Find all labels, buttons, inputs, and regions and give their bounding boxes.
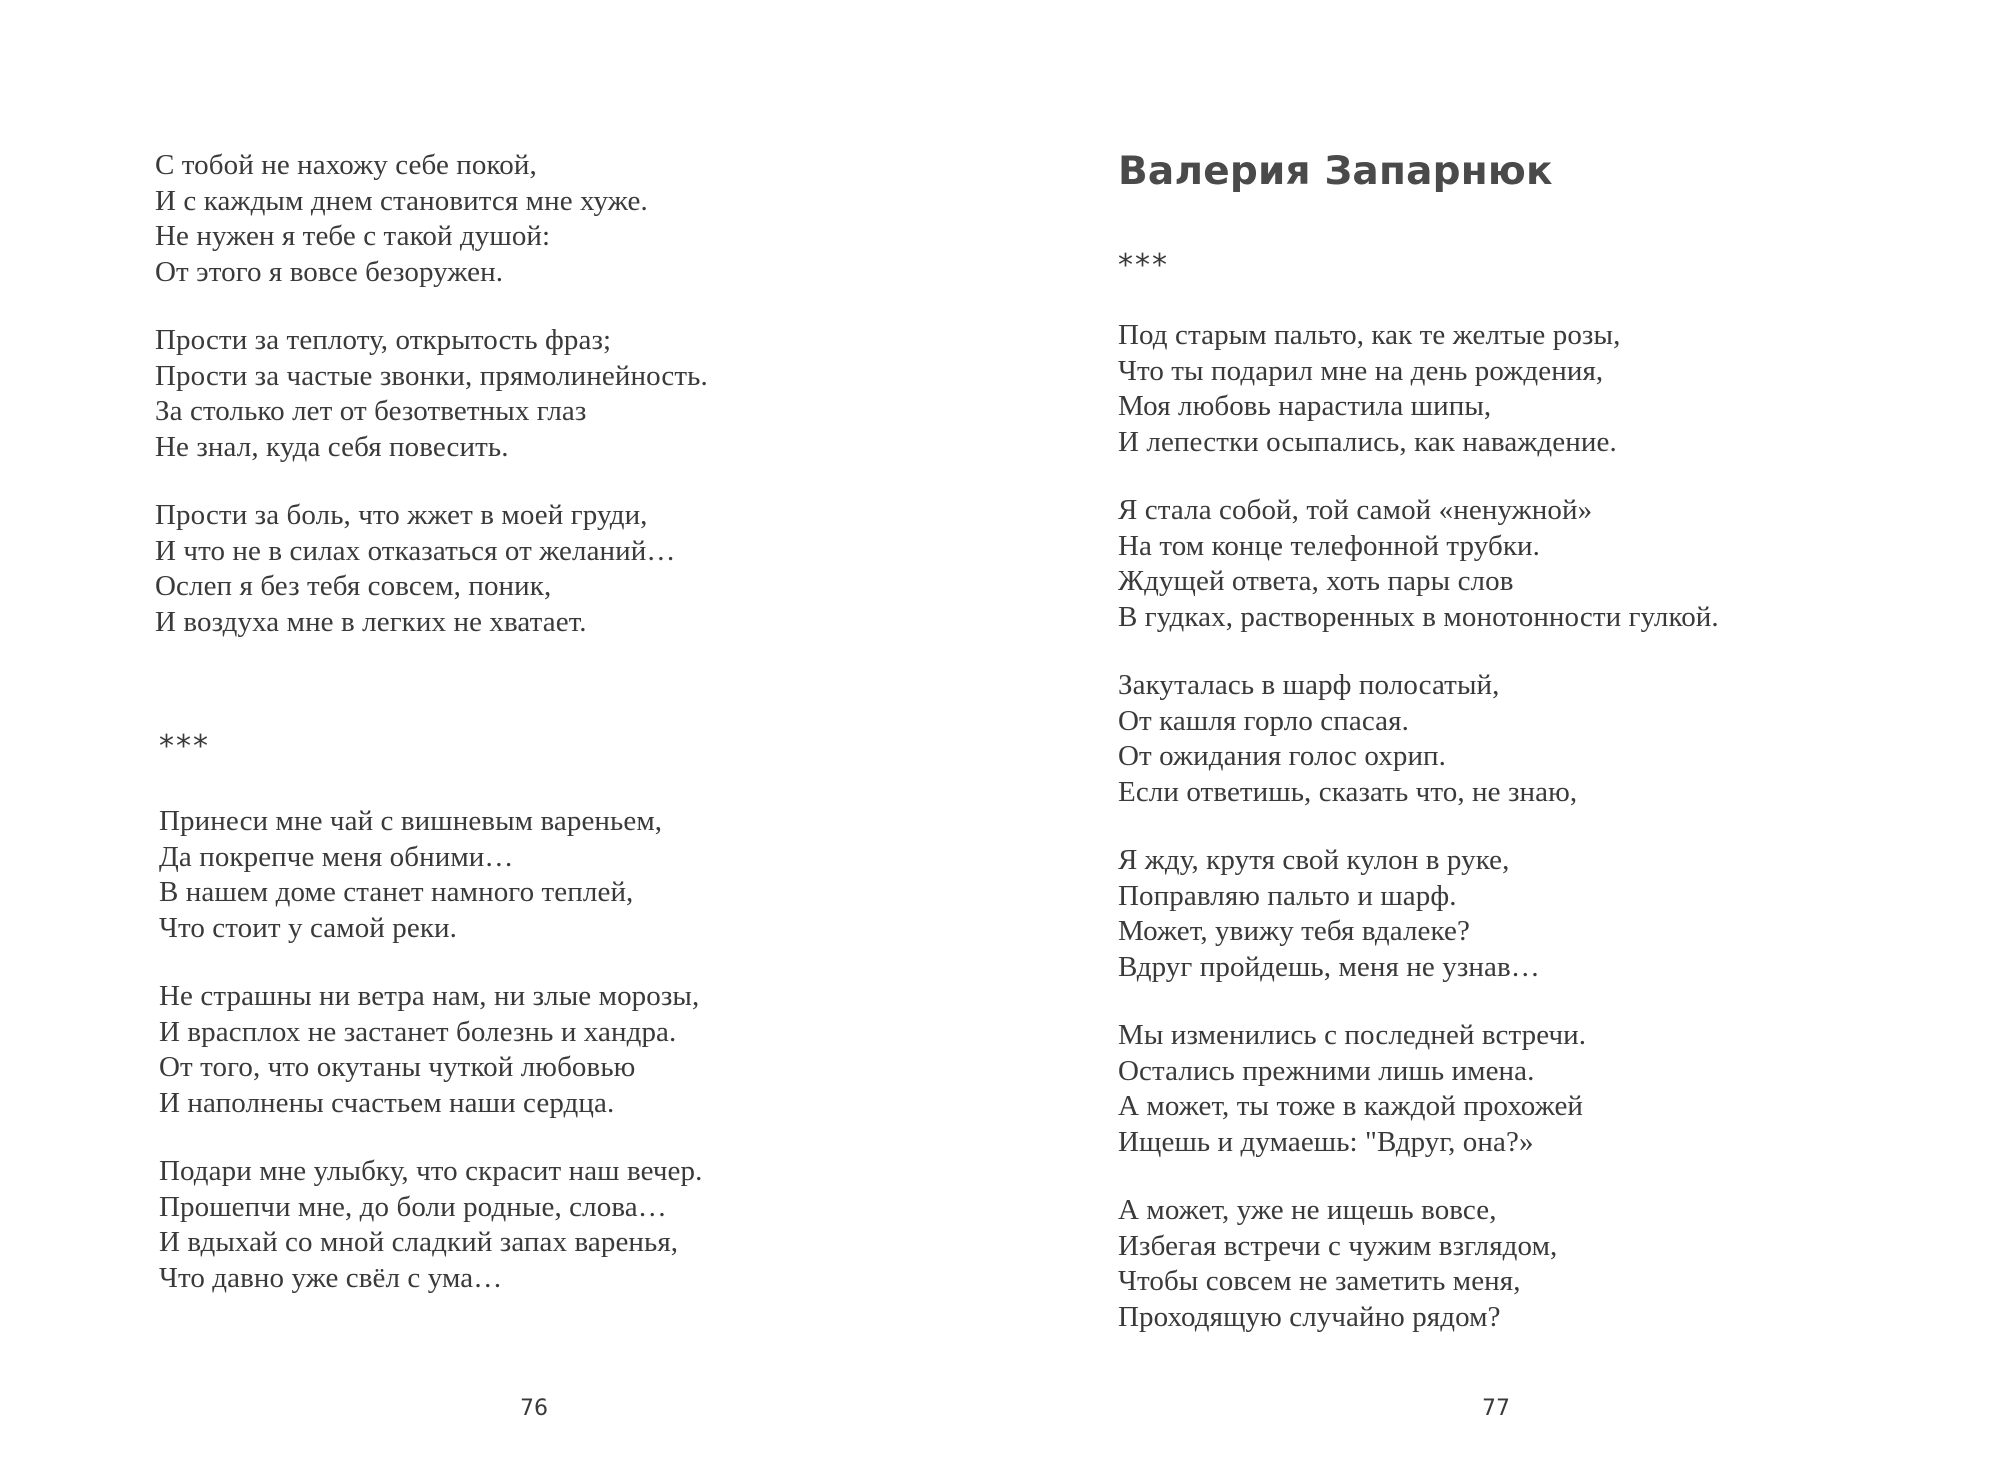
poem-line: От ожидания голос охрип. [1118,740,1447,772]
stanza [1118,843,1719,985]
poem-line: И врасплох не застанет болезнь и хандра. [159,1015,677,1048]
poem-line: Ослеп я без тебя совсем, поник, [155,570,552,602]
poem-line: Не нужен я тебе с такой душой: [155,220,551,252]
poem [1118,318,1719,1335]
poem-line: И вдыхай со мной сладкий запах варенья, [159,1226,679,1258]
poem-line: Моя любовь нарастила шипы, [1118,390,1492,422]
poem-line: Мы изменились с последней встречи. [1118,1019,1587,1051]
poem-line: И что не в силах отказаться от желаний… [155,534,676,567]
stanza [155,498,708,640]
poem-line: Прости за частые звонки, прямолинейность. [155,359,708,392]
stanza [1118,668,1719,810]
stanza [159,804,708,946]
poem-line: Избегая встречи с чужим взглядом, [1118,1229,1558,1262]
page-number: 76 [520,1396,548,1421]
poem-line: Прости за теплоту, открытость фраз; [155,324,612,356]
stanza [159,1154,708,1296]
poem-line: Проходящую случайно рядом? [1118,1300,1501,1333]
poem-line: И с каждым днем становится мне хуже. [155,184,648,217]
poem-line: И воздуха мне в легких не хватает. [155,605,587,638]
poem-line: На том конце телефонной трубки. [1118,529,1540,562]
poem-line: Принеси мне чай с вишневым вареньем, [159,805,663,837]
poem-line: Не страшны ни ветра нам, ни злые морозы, [159,980,700,1012]
poem-line: От того, что окутаны чуткой любовью [159,1051,636,1083]
stanza [1118,1018,1719,1160]
poem-line: Прости за боль, что жжет в моей груди, [155,499,648,531]
poem-line: Я стала собой, той самой «ненужной» [1118,494,1593,526]
poem-line: И наполнены счастьем наши сердца. [159,1086,615,1119]
poem-line: За столько лет от безответных глаз [155,395,587,427]
stanza [1118,318,1719,460]
poem-line: Ищешь и думаешь: "Вдруг, она?» [1118,1125,1534,1158]
page-number: 77 [1482,1396,1510,1421]
poem-line: Остались прежними лишь имена. [1118,1054,1535,1087]
poem-line: Что стоит у самой реки. [159,911,457,944]
poem-divider-asterisks: *** [1118,248,1169,283]
stanza [1118,1193,1719,1335]
poem-line: Поправляю пальто и шарф. [1118,879,1457,912]
poem-line: Если ответишь, сказать что, не знаю, [1118,775,1578,808]
right-page-text-column [1118,148,1719,1335]
poem-line: Не знал, куда себя повесить. [155,430,509,463]
poem-line: В гудках, растворенных в монотонности гулкой. [1118,600,1719,633]
poem-line: В нашем доме станет намного теплей, [159,876,634,908]
poem-divider-asterisks: *** [159,729,210,764]
poem-line: Я жду, крутя свой кулон в руке, [1118,844,1510,876]
poem-line: Что ты подарил мне на день рождения, [1118,354,1604,387]
poem-line: От кашля горло спасая. [1118,704,1409,737]
left-page-text-column [155,148,708,1296]
poem-line: Что давно уже свёл с ума… [159,1261,503,1294]
poem-line: А может, уже не ищешь вовсе, [1118,1194,1497,1226]
poem-2 [159,804,708,1296]
poem-line: Чтобы совсем не заметить меня, [1118,1265,1521,1297]
poem-line: И лепестки осыпались, как наваждение. [1118,425,1617,458]
poem-line: Под старым пальто, как те желтые розы, [1118,319,1621,351]
poem-line: Может, увижу тебя вдалеке? [1118,915,1470,947]
stanza [1118,493,1719,635]
stanza [155,148,708,290]
poem-line: Прошепчи мне, до боли родные, слова… [159,1190,667,1223]
poem-line: Ждущей ответа, хоть пары слов [1118,565,1514,597]
poem-line: Закуталась в шарф полосатый, [1118,669,1500,701]
poem-line: С тобой не нахожу себе покой, [155,149,537,181]
author-heading: Валерия Запарнюк [1118,149,1553,194]
stanza [159,979,708,1121]
poem-line: Вдруг пройдешь, меня не узнав… [1118,950,1540,983]
right-page [1000,0,2000,1475]
poem-line: А может, ты тоже в каждой прохожей [1118,1090,1584,1122]
stanza [155,323,708,465]
poem-line: Да покрепче меня обними… [159,840,514,873]
poem-line: Подари мне улыбку, что скрасит наш вечер. [159,1155,703,1187]
poem-1 [155,148,708,640]
poem-line: От этого я вовсе безоружен. [155,255,504,288]
